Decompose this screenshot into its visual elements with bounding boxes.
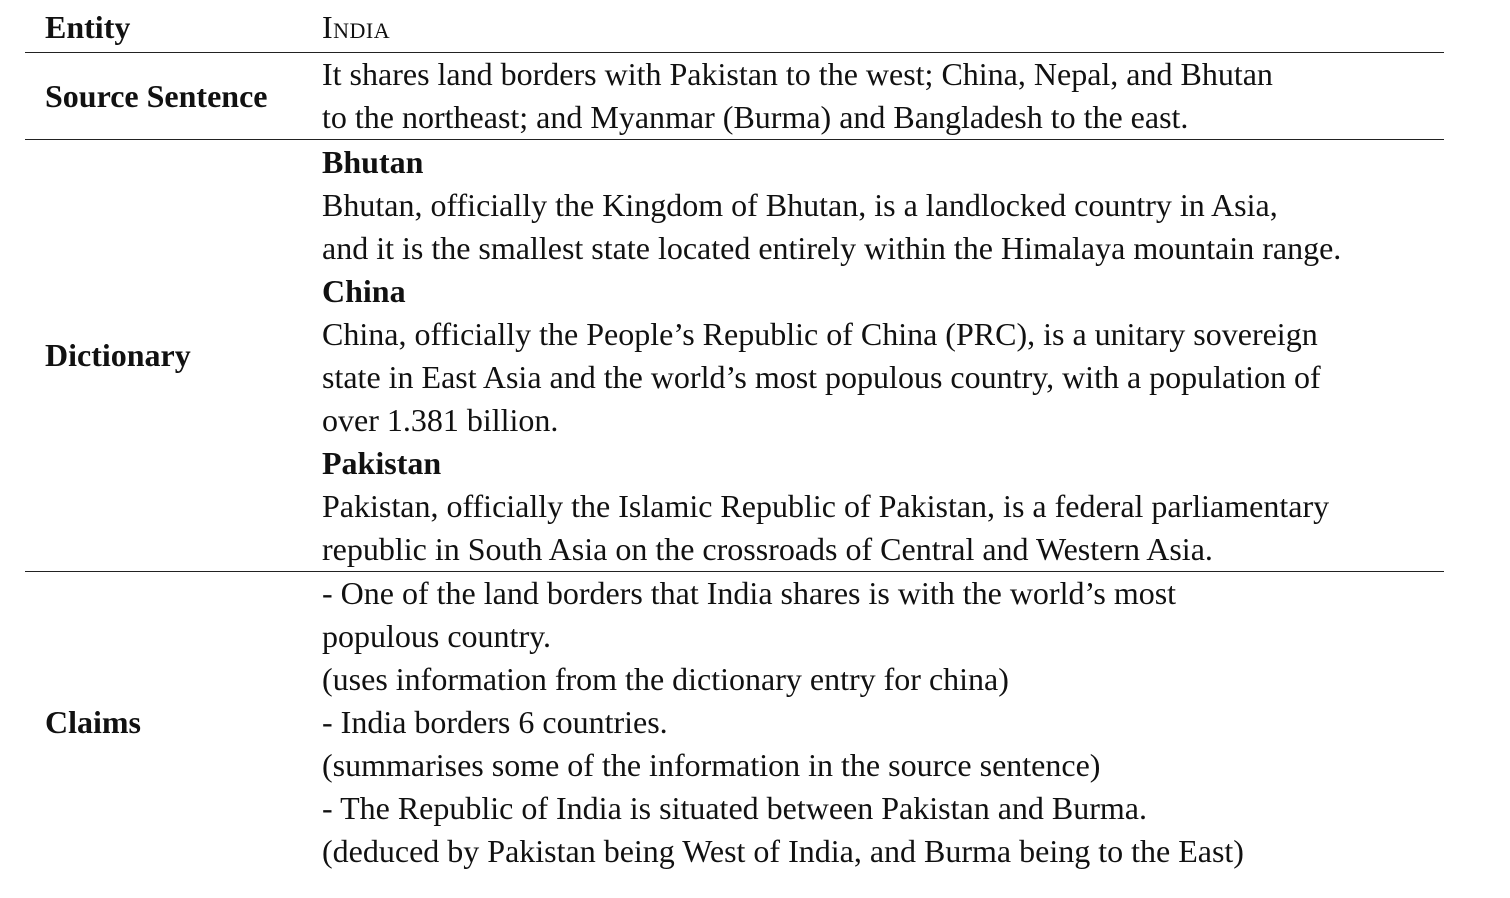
claims-row xyxy=(25,571,1444,872)
dictionary-entries xyxy=(322,141,1444,571)
claim-note: (summarises some of the information in the source sentence) xyxy=(322,746,1101,783)
dictionary-definition-line: China, officially the People’s Republic of China (PRC), is a unitary sovereign xyxy=(322,315,1318,352)
source-sentence-row xyxy=(25,52,1444,139)
dictionary-term: Bhutan xyxy=(322,143,424,180)
claim-line: - India borders 6 countries. xyxy=(322,703,668,740)
source-sentence-text xyxy=(322,53,1444,139)
entity-label: Entity xyxy=(45,9,131,45)
source-sentence-line: to the northeast; and Myanmar (Burma) and Bangladesh to the east. xyxy=(322,99,1189,135)
dictionary-definition-line: Bhutan, officially the Kingdom of Bhutan, is a landlocked country in Asia, xyxy=(322,186,1278,223)
claims-label: Claims xyxy=(45,703,141,740)
dictionary-term: Pakistan xyxy=(322,444,442,481)
source-sentence-label: Source Sentence xyxy=(45,77,268,114)
dictionary-definition-line: Pakistan, officially the Islamic Republic of Pakistan, is a federal parliamentary xyxy=(322,487,1330,524)
dictionary-term: China xyxy=(322,272,406,309)
entity-value: India xyxy=(322,9,391,45)
claim-note: (uses information from the dictionary entry for china) xyxy=(322,660,1009,697)
source-sentence-line: It shares land borders with Pakistan to the west; China, Nepal, and Bhutan xyxy=(322,56,1273,92)
dictionary-definition-line: republic in South Asia on the crossroads of Central and Western Asia. xyxy=(322,530,1213,567)
entity-row xyxy=(25,0,1444,52)
claim-line: populous country. xyxy=(322,617,552,654)
dictionary-definition-line: state in East Asia and the world’s most populous country, with a population of xyxy=(322,358,1321,395)
claim-note: (deduced by Pakistan being West of India, and Burma being to the East) xyxy=(322,832,1244,869)
dictionary-definition-line: over 1.381 billion. xyxy=(322,401,559,438)
dictionary-row xyxy=(25,139,1444,571)
claim-line: - One of the land borders that India shares is with the world’s most xyxy=(322,574,1177,611)
claims-list xyxy=(322,572,1444,873)
dictionary-label: Dictionary xyxy=(45,337,191,373)
example-table xyxy=(25,0,1444,872)
dictionary-definition-line: and it is the smallest state located entirely within the Himalaya mountain range. xyxy=(322,229,1342,266)
entity-value-cell xyxy=(322,0,1444,49)
claim-line: - The Republic of India is situated between Pakistan and Burma. xyxy=(322,789,1147,826)
